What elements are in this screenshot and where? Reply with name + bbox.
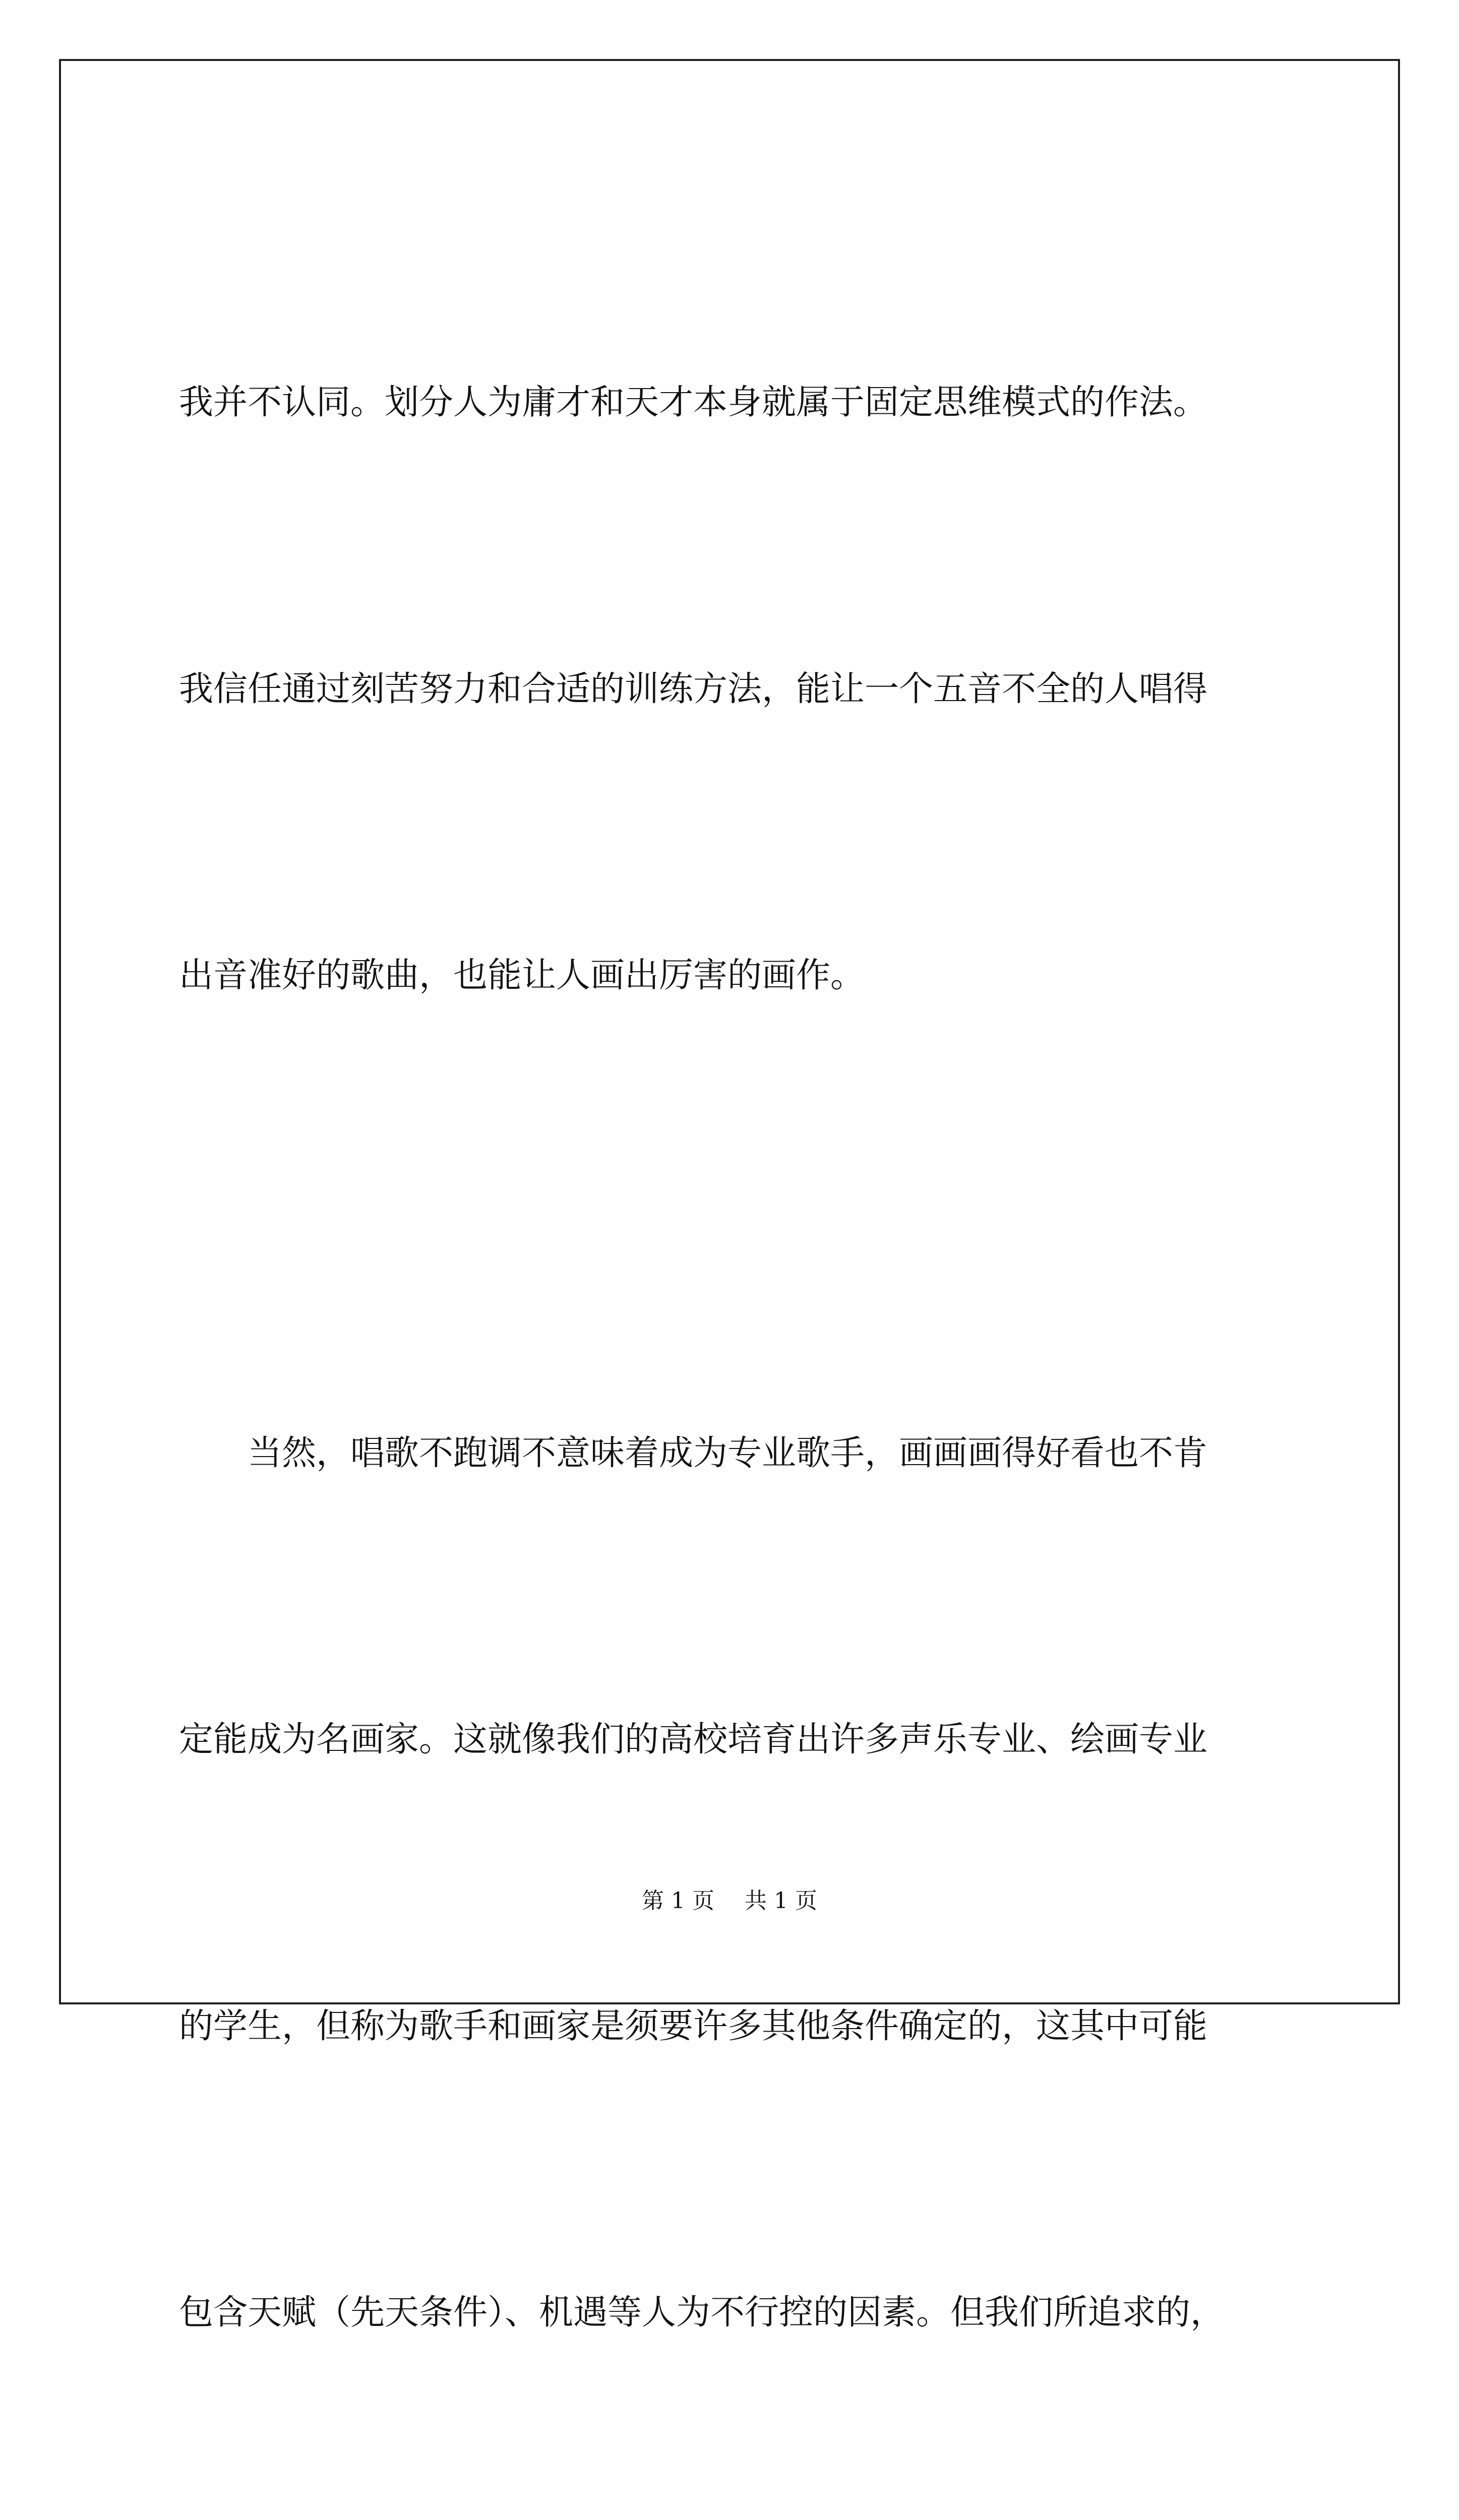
text-line: 的学生，但称为歌手和画家是须要许多其他条件确定的，这其中可能 (179, 1979, 1288, 2074)
page-footer (0, 1882, 1459, 1915)
document-body (179, 164, 1288, 2520)
text-line: 我信任通过刻苦努力和合适的训练方法，能让一个五音不全的人唱得 (179, 642, 1288, 737)
paragraph (179, 164, 1288, 1215)
text-line: 包含天赋（先天条件）、机遇等人为不行控的因素。但我们所追求的， (179, 2265, 1288, 2361)
text-line: 我并不认同。划分人为庸才和天才本身就属于固定思维模式的作法。 (179, 355, 1288, 451)
paragraph (179, 1215, 1288, 2520)
page-count: 共 1 页 (745, 1888, 817, 1914)
text-line-content: 当然，唱歌不跑调不意味着成为专业歌手，画画画得好看也不肯 (248, 1433, 1207, 1473)
page-number: 第 1 页 (642, 1888, 714, 1914)
text-line: 出音准好的歌曲，也能让人画出厉害的画作。 (179, 928, 1288, 1024)
text-line (179, 1406, 1288, 1501)
text-line: 定能成为名画家。这就像我们的高校培育出许多声乐专业、绘画专业 (179, 1692, 1288, 1788)
